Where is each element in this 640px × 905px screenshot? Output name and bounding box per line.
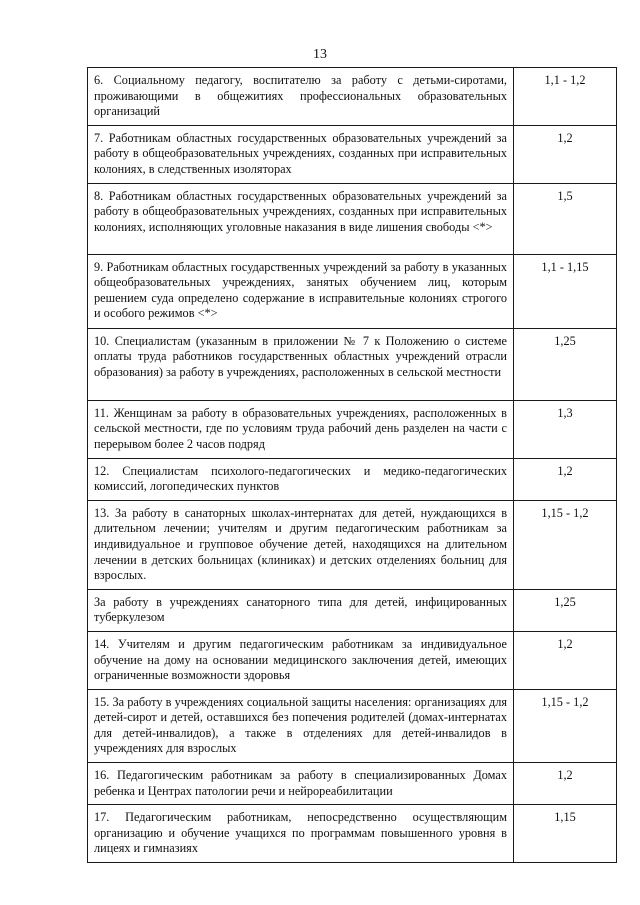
table-row bbox=[88, 328, 617, 400]
table-row bbox=[88, 400, 617, 458]
row-description: 8. Работникам областных государственных образовательных учреждений за работу в общеобразовательных учреждениях, созданных при исправительных колониях, исполняющих уголовные наказания в виде лишения свободы <*> bbox=[88, 183, 514, 254]
row-coefficient: 1,15 bbox=[514, 805, 617, 863]
table-row bbox=[88, 183, 617, 254]
row-coefficient: 1,15 - 1,2 bbox=[514, 689, 617, 762]
row-description: 6. Социальному педагогу, воспитателю за работу с детьми-сиротами, проживающими в общежитиях профессиональных образовательных организаций bbox=[88, 68, 514, 126]
row-description: 15. За работу в учреждениях социальной защиты населения: организациях для детей-сирот и детей, оставшихся без попечения родителей (домах-интернатах для детей-инвалидов), а также в отделениях для детей-инвалидов в учреждениях для взрослых bbox=[88, 689, 514, 762]
table-row bbox=[88, 589, 617, 631]
row-coefficient: 1,2 bbox=[514, 631, 617, 689]
coefficient-table bbox=[87, 67, 617, 863]
table-row bbox=[88, 805, 617, 863]
row-description: 16. Педагогическим работникам за работу в специализированных Домах ребенка и Центрах патологии речи и нейрореабилитации bbox=[88, 763, 514, 805]
row-description: За работу в учреждениях санаторного типа для детей, инфицированных туберкулезом bbox=[88, 589, 514, 631]
row-coefficient: 1,2 bbox=[514, 458, 617, 500]
row-description: 11. Женщинам за работу в образовательных учреждениях, расположенных в сельской местности, где по условиям труда рабочий день разделен на части с перерывом более 2 часов подряд bbox=[88, 400, 514, 458]
table-row bbox=[88, 458, 617, 500]
row-description: 10. Специалистам (указанным в приложении № 7 к Положению о системе оплаты труда работников государственных областных учреждений отрасли образования) за работу в учреждениях, расположенных в сельской местности bbox=[88, 328, 514, 400]
table-row bbox=[88, 68, 617, 126]
row-coefficient: 1,1 - 1,15 bbox=[514, 254, 617, 328]
page-number: 13 bbox=[313, 47, 327, 62]
row-coefficient: 1,5 bbox=[514, 183, 617, 254]
row-description: 14. Учителям и другим педагогическим работникам за индивидуальное обучение на дому на основании медицинского заключения детей, имеющих ограниченные возможности здоровья bbox=[88, 631, 514, 689]
row-coefficient: 1,2 bbox=[514, 125, 617, 183]
table-row bbox=[88, 689, 617, 762]
row-coefficient: 1,25 bbox=[514, 328, 617, 400]
row-coefficient: 1,15 - 1,2 bbox=[514, 500, 617, 589]
row-coefficient: 1,25 bbox=[514, 589, 617, 631]
table-row bbox=[88, 631, 617, 689]
table-row bbox=[88, 763, 617, 805]
table-row bbox=[88, 254, 617, 328]
row-description: 17. Педагогическим работникам, непосредственно осуществляющим организацию и обучение учащихся по программам повышенного уровня в лицеях и гимназиях bbox=[88, 805, 514, 863]
row-coefficient: 1,3 bbox=[514, 400, 617, 458]
row-coefficient: 1,1 - 1,2 bbox=[514, 68, 617, 126]
row-description: 7. Работникам областных государственных образовательных учреждений за работу в общеобразовательных учреждениях, созданных при исправительных колониях, в следственных изоляторах bbox=[88, 125, 514, 183]
row-description: 13. За работу в санаторных школах-интернатах для детей, нуждающихся в длительном лечении; учителям и другим педагогическим работникам за индивидуальное и групповое обучение детей, находящихся на длительном лечении в детских больницах (клиниках) и детских отделениях больниц для взрослых. bbox=[88, 500, 514, 589]
row-description: 9. Работникам областных государственных учреждений за работу в указанных общеобразовательных учреждениях, занятых обучением лиц, которым решением суда определено содержание в исправительные колониях строгого и особого режимов <*> bbox=[88, 254, 514, 328]
table-row bbox=[88, 500, 617, 589]
row-description: 12. Специалистам психолого-педагогических и медико-педагогических комиссий, логопедических пунктов bbox=[88, 458, 514, 500]
table-row bbox=[88, 125, 617, 183]
row-coefficient: 1,2 bbox=[514, 763, 617, 805]
